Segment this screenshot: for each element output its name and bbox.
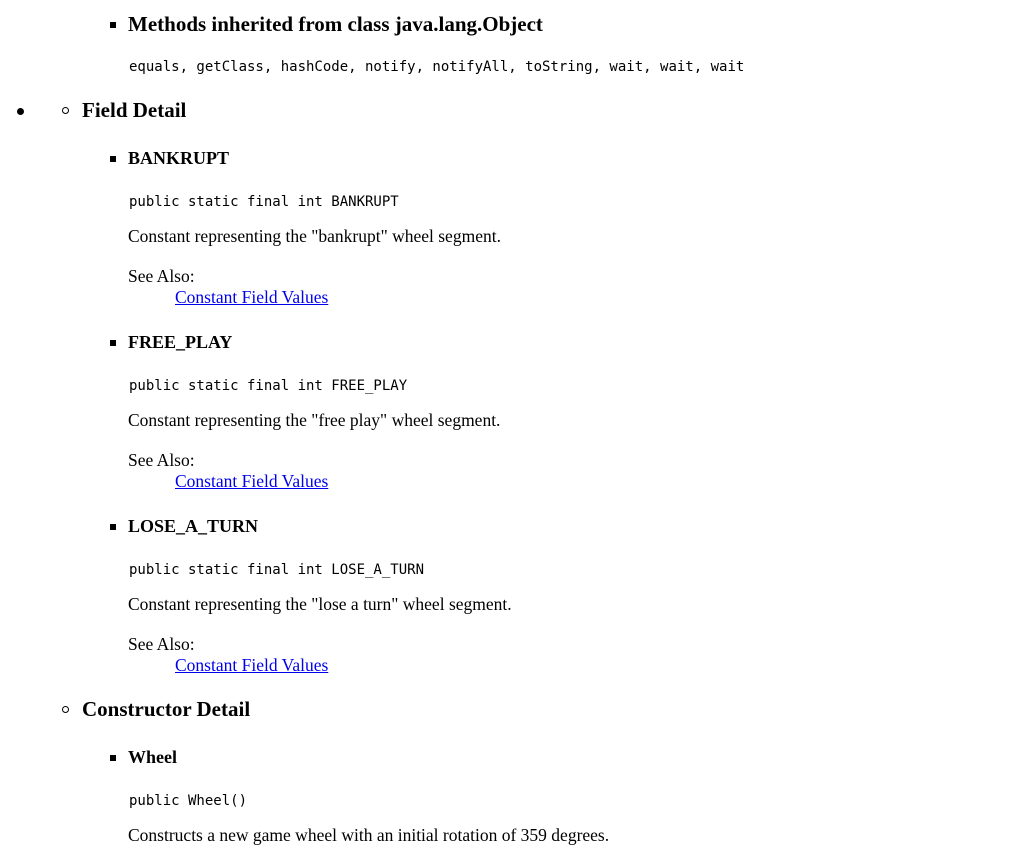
list-bullet-square — [110, 22, 116, 28]
field-name-lose-a-turn: LOSE_A_TURN — [128, 516, 259, 536]
field-signature-free-play: public static final int FREE_PLAY — [129, 378, 408, 394]
field-detail-heading: Field Detail — [82, 98, 187, 122]
field-signature-bankrupt: public static final int BANKRUPT — [129, 194, 399, 210]
inherited-methods-heading: Methods inherited from class java.lang.Object — [128, 12, 543, 36]
field-description-lose-a-turn: Constant representing the "lose a turn" wheel segment. — [128, 594, 512, 614]
see-also-label: See Also: — [128, 634, 195, 654]
constructor-description: Constructs a new game wheel with an initial rotation of 359 degrees. — [128, 825, 610, 845]
list-bullet-square — [110, 340, 116, 346]
field-signature-lose-a-turn: public static final int LOSE_A_TURN — [129, 562, 425, 578]
constructor-name: Wheel — [128, 747, 177, 767]
constant-field-values-link[interactable]: Constant Field Values — [175, 287, 329, 307]
constant-field-values-link[interactable]: Constant Field Values — [175, 655, 329, 675]
see-also-label: See Also: — [128, 266, 195, 286]
see-also-label: See Also: — [128, 450, 195, 470]
list-bullet-square — [110, 156, 116, 162]
list-bullet-disc — [17, 108, 24, 115]
inherited-methods-list: equals, getClass, hashCode, notify, notifyAll, toString, wait, wait, wait — [129, 59, 745, 75]
list-bullet-square — [110, 755, 116, 761]
field-description-bankrupt: Constant representing the "bankrupt" wheel segment. — [128, 226, 501, 246]
field-name-bankrupt: BANKRUPT — [128, 148, 230, 168]
constant-field-values-link[interactable]: Constant Field Values — [175, 471, 329, 491]
list-bullet-square — [110, 524, 116, 530]
constructor-detail-heading: Constructor Detail — [82, 697, 251, 721]
constructor-signature: public Wheel() — [129, 793, 248, 809]
list-bullet-circle — [62, 706, 69, 713]
field-description-free-play: Constant representing the "free play" wheel segment. — [128, 410, 501, 430]
list-bullet-circle — [62, 107, 69, 114]
field-name-free-play: FREE_PLAY — [128, 332, 233, 352]
